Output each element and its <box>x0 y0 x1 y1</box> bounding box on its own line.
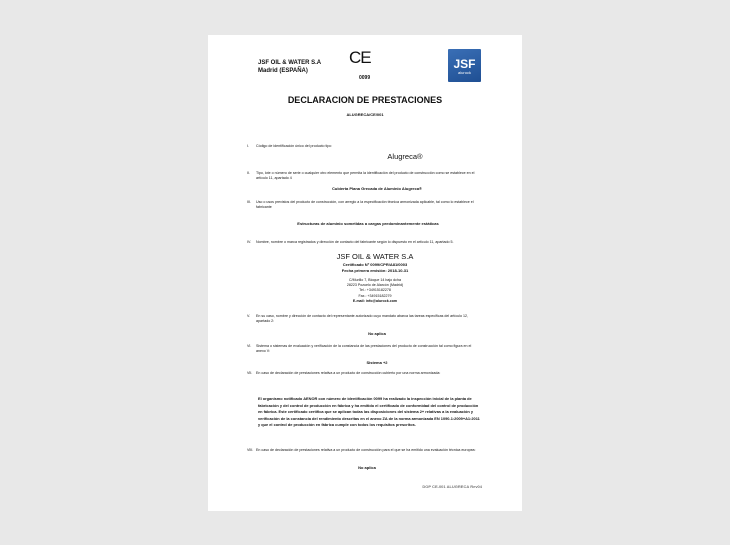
address-line: C/Murillo 7, Bloque 14 bajo dcha <box>349 278 401 282</box>
section-6 <box>247 344 480 354</box>
address-line: Tel.: +34915182278 <box>359 288 391 293</box>
manufacturer-address <box>218 278 532 304</box>
logo-text: JSF <box>453 57 476 71</box>
section-text: Tipo, lote o número de serie o cualquier otro elemento que permita la identificación del producto de construcción como se establece en el artículo 11, apartado 4 <box>256 171 475 180</box>
technical-assessment-value: No aplica <box>358 465 376 470</box>
representative-value: No aplica <box>368 331 386 336</box>
document-page <box>208 35 522 511</box>
section-number: II. <box>247 171 250 175</box>
section-text: En su caso, nombre y dirección de contacto del representante autorizado cuyo mandato abarca las tareas especificas del artículo 12, apartado 2: <box>256 314 468 323</box>
notified-body-paragraph: El organismo notificado AENOR con número de identificación 0099 ha realizado la inspección inicial de la planta de fabricación y del control de producción en fábrica y ha emitido el certificado de conformidad del control de producción en fábrica. Este certificado certifica que se aplican todas las disposiciones del sistema 2+ relativas a la evaluación y verificación de la constancia del rendimiento descritas en el anexo ZA de la norma armonizada EN 1090-1:2009+A1:2011 y que el control de producción en fábrica cumple con todos los requisitos prescritos. <box>258 396 480 427</box>
document-footer: DOP CE-001 ALUGRECA Rev04 <box>422 484 482 489</box>
certificate-number: Certificado Nº 0099/CPR/A81/0003 <box>342 262 408 267</box>
section-text: Código de identificación único del producto tipo <box>256 144 332 148</box>
section-2 <box>247 171 480 181</box>
section-number: III. <box>247 200 251 204</box>
section-text: Nombre, nombre o marca registrados y dirección de contacto del fabricante según lo dispuesto en el artículo 11, apartado 5. <box>256 240 454 244</box>
section-text: En caso de declaración de prestaciones relativa a un producto de construcción cubierto por una norma armonizada: <box>256 371 441 375</box>
section-text: En caso de declaración de prestaciones relativa a un producto de construcción para el que se ha emitido una evaluación técnica europea: <box>256 448 476 452</box>
intended-use: Estructuras de aluminio sometidas a cargas predominantemente estáticas <box>297 221 439 226</box>
address-line: Fax.: +34915182279 <box>358 293 392 298</box>
section-3 <box>247 200 480 210</box>
section-8 <box>247 448 480 453</box>
logo-subtext: alurock <box>458 70 471 75</box>
section-1 <box>247 144 480 149</box>
product-type: Cubierta Plana Grecada de Aluminio Alugreca® <box>331 186 422 191</box>
manufacturer-name: JSF OIL & WATER S.A <box>336 252 414 261</box>
product-code: Alugreca® <box>387 152 423 161</box>
section-number: V. <box>247 314 251 318</box>
section-text: Sistema o sistemas de evaluación y verificación de la constancia de las prestaciones del producto de construcción tal como figura en el anexo V: <box>256 344 472 353</box>
first-issue-date: Fecha primera emisión: 2018-10-31 <box>341 268 409 273</box>
section-4 <box>247 240 480 245</box>
section-7 <box>247 371 480 376</box>
section-number: VIII. <box>247 448 254 452</box>
section-number: VI. <box>247 344 252 348</box>
section-number: I. <box>247 144 249 148</box>
section-text: Uso o usos previstos del producto de construcción, con arreglo a la especificación técnica armonizada aplicable, tal como lo establece el fabricante <box>256 200 474 209</box>
document-reference: ALUGRECA/CE/001 <box>346 112 384 117</box>
ce-number: 0099 <box>359 75 371 81</box>
jsf-logo <box>448 49 481 82</box>
company-name: JSF OIL & WATER S.A <box>258 60 322 66</box>
address-line: 28223 Pozuelo de Alarcón (Madrid) <box>346 283 404 288</box>
section-5 <box>247 314 480 324</box>
assessment-system: Sistema +2 <box>366 360 388 365</box>
address-line: E-mail: info@alurock.com <box>352 298 398 303</box>
ce-mark: CE <box>349 48 371 67</box>
company-location: Madrid (ESPAÑA) <box>258 68 308 74</box>
section-number: IV. <box>247 240 252 244</box>
company-header <box>258 59 321 75</box>
document-title: DECLARACION DE PRESTACIONES <box>287 95 443 105</box>
section-number: VII. <box>247 371 253 375</box>
